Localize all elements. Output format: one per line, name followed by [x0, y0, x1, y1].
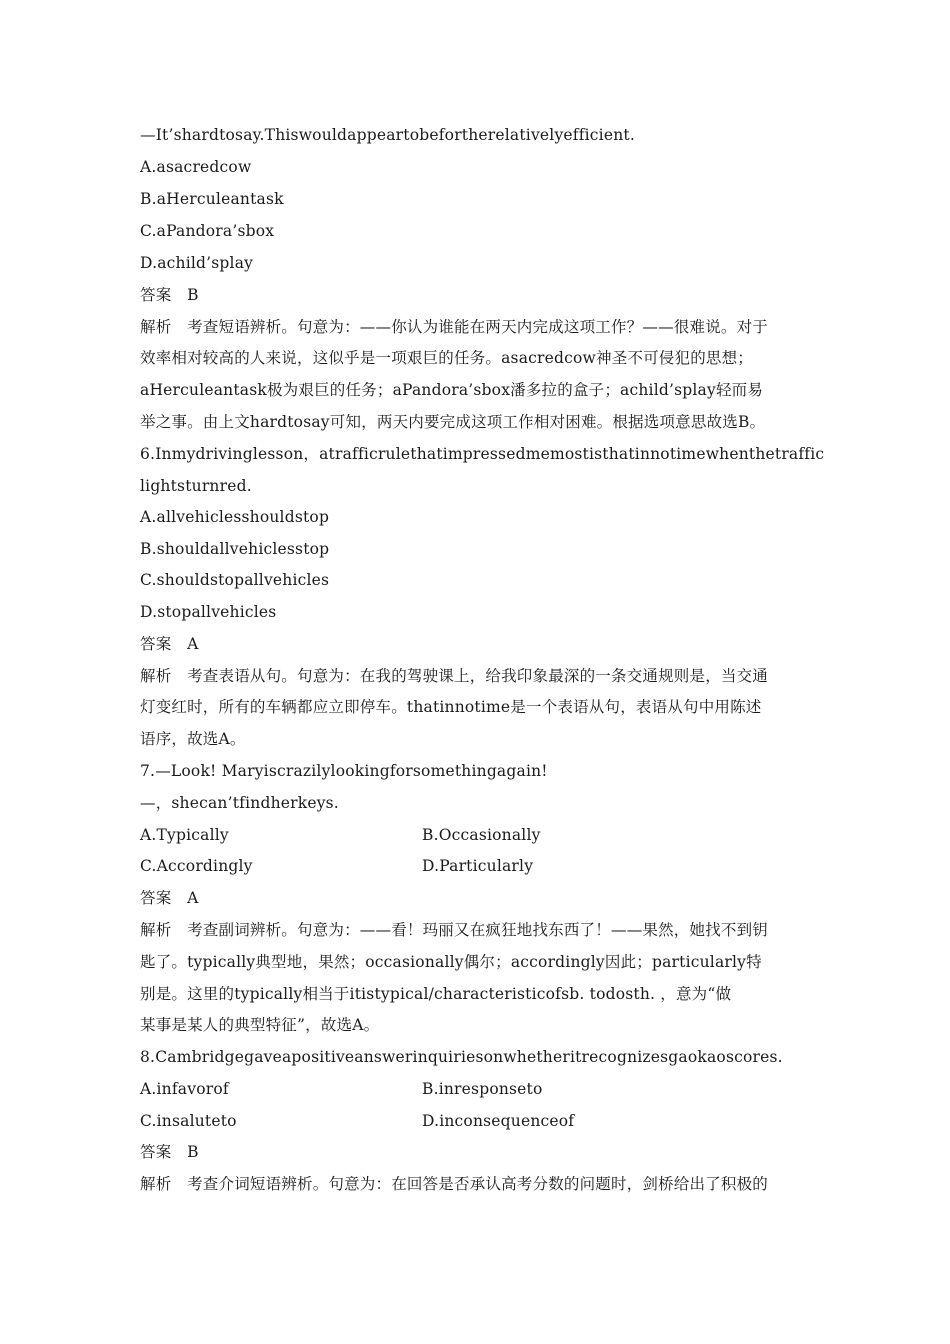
q8-option-d: D.inconsequenceof	[422, 1112, 575, 1130]
question-6-stem-cont: lightsturnred.	[140, 477, 252, 495]
q7-option-a: A.Typically	[140, 826, 229, 844]
q6-answer: 答案 A	[140, 635, 199, 653]
q8-analysis-line-1: 解析 考查介词短语辨析。句意为：在回答是否承认高考分数的问题时，剑桥给出了积极的	[140, 1175, 769, 1193]
question-5-dialogue: —It’shardtosay.Thiswouldappeartobefortherelativelyefficient.	[140, 126, 635, 144]
q8-option-c: C.insaluteto	[140, 1112, 237, 1130]
q6-option-a: A.allvehiclesshouldstop	[140, 508, 330, 526]
question-6-stem: 6.Inmydrivinglesson，atrafficrulethatimpressedmemostisthatinnotimewhenthetraffic	[140, 445, 825, 463]
q5-analysis-line-4: 举之事。由上文hardtosay可知，两天内要完成这项工作相对困难。根据选项意思故选B。	[140, 413, 766, 431]
q7-answer: 答案 A	[140, 889, 199, 907]
q7-option-b: B.Occasionally	[422, 826, 541, 844]
q5-option-c: C.aPandora’sbox	[140, 222, 275, 240]
q8-option-b: B.inresponseto	[422, 1080, 543, 1098]
q8-option-a: A.infavorof	[140, 1080, 229, 1098]
question-8-stem: 8.Cambridgegaveapositiveanswerinquiriesonwhetheritrecognizesgaokaoscores.	[140, 1048, 783, 1066]
q7-analysis-line-3: 别是。这里的typically相当于itistypical/characteristicofsb. todosth. ，意为“做	[140, 985, 732, 1003]
q5-answer: 答案 B	[140, 286, 199, 304]
q7-analysis-line-1: 解析 考查副词辨析。句意为：——看！玛丽又在疯狂地找东西了！——果然，她找不到钥	[140, 921, 769, 939]
question-7-stem: 7.—Look! Maryiscrazilylookingforsomethingagain!	[140, 762, 548, 780]
question-7-stem-cont: —，shecan’tfindherkeys.	[140, 794, 339, 812]
q5-option-a: A.asacredcow	[140, 158, 252, 176]
q6-analysis-line-3: 语序，故选A。	[140, 730, 246, 748]
q5-analysis-line-3: aHerculeantask极为艰巨的任务；aPandora’sbox潘多拉的盒子；achild’splay轻而易	[140, 381, 764, 399]
q6-option-b: B.shouldallvehiclesstop	[140, 540, 330, 558]
q7-analysis-line-4: 某事是某人的典型特征”，故选A。	[140, 1016, 380, 1034]
q7-analysis-line-2: 匙了。typically典型地，果然；occasionally偶尔；accordingly因此；particularly特	[140, 953, 762, 971]
q6-analysis-line-2: 灯变红时，所有的车辆都应立即停车。thatinnotime是一个表语从句，表语从句中用陈述	[140, 698, 762, 716]
q6-analysis-line-1: 解析 考查表语从句。句意为：在我的驾驶课上，给我印象最深的一条交通规则是，当交通	[140, 667, 769, 685]
q5-analysis-line-1: 解析 考查短语辨析。句意为：——你认为谁能在两天内完成这项工作？——很难说。对于	[140, 318, 769, 336]
q5-analysis-line-2: 效率相对较高的人来说，这似乎是一项艰巨的任务。asacredcow神圣不可侵犯的思想；	[140, 349, 754, 367]
q7-option-d: D.Particularly	[422, 857, 534, 875]
q6-option-c: C.shouldstopallvehicles	[140, 571, 330, 589]
q6-option-d: D.stopallvehicles	[140, 603, 277, 621]
q5-option-d: D.achild’splay	[140, 254, 254, 272]
q5-option-b: B.aHerculeantask	[140, 190, 284, 208]
q7-option-c: C.Accordingly	[140, 857, 253, 875]
q8-answer: 答案 B	[140, 1143, 199, 1161]
